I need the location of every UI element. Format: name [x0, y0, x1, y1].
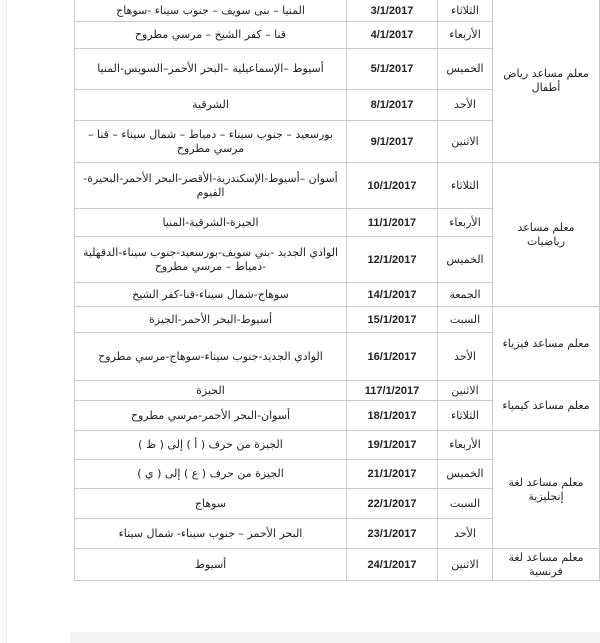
schedule-table-container — [74, 0, 600, 632]
day-cell: الجمعة — [438, 283, 493, 307]
job-title-cell: معلم مساعد كيمياء — [493, 381, 600, 431]
day-cell: الأربعاء — [438, 22, 493, 49]
day-cell: الاثنين — [438, 381, 493, 401]
day-cell: الخميس — [438, 460, 493, 489]
day-cell: الاثنين — [438, 121, 493, 163]
schedule-table-body — [75, 0, 600, 581]
date-cell: 12/1/2017 — [347, 237, 438, 283]
schedule-row — [75, 381, 600, 401]
job-title-cell: معلم مساعد رياضيات — [493, 163, 600, 307]
date-cell: 23/1/2017 — [347, 519, 438, 549]
date-cell: 14/1/2017 — [347, 283, 438, 307]
date-cell: 4/1/2017 — [347, 22, 438, 49]
governorates-cell: الوادي الجديد-جنوب سيناء-سوهاج-مرسي مطروح — [75, 333, 347, 381]
date-cell: 8/1/2017 — [347, 90, 438, 121]
date-cell: 10/1/2017 — [347, 163, 438, 209]
governorates-cell: أسيوط — [75, 549, 347, 581]
governorates-cell: سوهاج — [75, 489, 347, 519]
job-title-cell: معلم مساعد لغة فرنسية — [493, 549, 600, 581]
date-cell: 16/1/2017 — [347, 333, 438, 381]
governorates-cell: أسوان-البحر الأحمر-مرسي مطروح — [75, 401, 347, 431]
governorates-cell: الجيزة من حرف ( ع ) إلى ( ي ) — [75, 460, 347, 489]
schedule-row — [75, 0, 600, 22]
date-cell: 18/1/2017 — [347, 401, 438, 431]
day-cell: السبت — [438, 307, 493, 333]
day-cell: السبت — [438, 489, 493, 519]
schedule-row — [75, 163, 600, 209]
governorates-cell: أسيوط –الإسماعيلية –البحر الأحمر–السويس-المنيا — [75, 49, 347, 90]
day-cell: الأحد — [438, 333, 493, 381]
date-cell: 15/1/2017 — [347, 307, 438, 333]
governorates-cell: بورسعيد – جنوب سيناء – دمياط – شمال سيناء – قنا – مرسي مطروح — [75, 121, 347, 163]
day-cell: الثلاثاء — [438, 163, 493, 209]
governorates-cell: الجيزة من حرف ( أ ) إلى ( ظ ) — [75, 431, 347, 460]
day-cell: الأربعاء — [438, 431, 493, 460]
schedule-row — [75, 431, 600, 460]
page-bottom-edge — [70, 632, 600, 643]
date-cell: 11/1/2017 — [347, 209, 438, 237]
day-cell: الأحد — [438, 90, 493, 121]
governorates-cell: البحر الأحمر – جنوب سيناء- شمال سيناء — [75, 519, 347, 549]
day-cell: الثلاثاء — [438, 401, 493, 431]
governorates-cell: الوادي الجديد -بني سويف-بورسعيد-جنوب سيناء-الدقهلية -دمياط – مرسي مطروح — [75, 237, 347, 283]
date-cell: 9/1/2017 — [347, 121, 438, 163]
date-cell: 19/1/2017 — [347, 431, 438, 460]
day-cell: الأربعاء — [438, 209, 493, 237]
date-cell: 22/1/2017 — [347, 489, 438, 519]
exam-schedule-table — [74, 0, 600, 581]
schedule-row — [75, 307, 600, 333]
day-cell: الثلاثاء — [438, 0, 493, 22]
day-cell: الخميس — [438, 49, 493, 90]
governorates-cell: الجيزة-الشرقية-المنيا — [75, 209, 347, 237]
date-cell: 24/1/2017 — [347, 549, 438, 581]
date-cell: 21/1/2017 — [347, 460, 438, 489]
governorates-cell: أسوان –أسيوط-الإسكندرية-الأقصر-البحر الأحمر-البحيرة-الفيوم — [75, 163, 347, 209]
day-cell: الخميس — [438, 237, 493, 283]
governorates-cell: الشرقية — [75, 90, 347, 121]
left-scroll-rail — [0, 0, 7, 643]
schedule-row — [75, 549, 600, 581]
governorates-cell: المنيا – بنى سويف – جنوب سيناء -سوهاج — [75, 0, 347, 22]
date-cell: 117/1/2017 — [347, 381, 438, 401]
governorates-cell: قنا – كفر الشيخ – مرسي مطروح — [75, 22, 347, 49]
job-title-cell: معلم مساعد فيزياء — [493, 307, 600, 381]
job-title-cell: معلم مساعد رياض أطفال — [493, 0, 600, 163]
governorates-cell: سوهاج-شمال سيناء-قنا-كفر الشيخ — [75, 283, 347, 307]
date-cell: 5/1/2017 — [347, 49, 438, 90]
day-cell: الاثنين — [438, 549, 493, 581]
governorates-cell: الجيزة — [75, 381, 347, 401]
date-cell: 3/1/2017 — [347, 0, 438, 22]
job-title-cell: معلم مساعد لغة إنجليزية — [493, 431, 600, 549]
governorates-cell: أسيوط-البحر الأحمر-الجيزة — [75, 307, 347, 333]
day-cell: الأحد — [438, 519, 493, 549]
